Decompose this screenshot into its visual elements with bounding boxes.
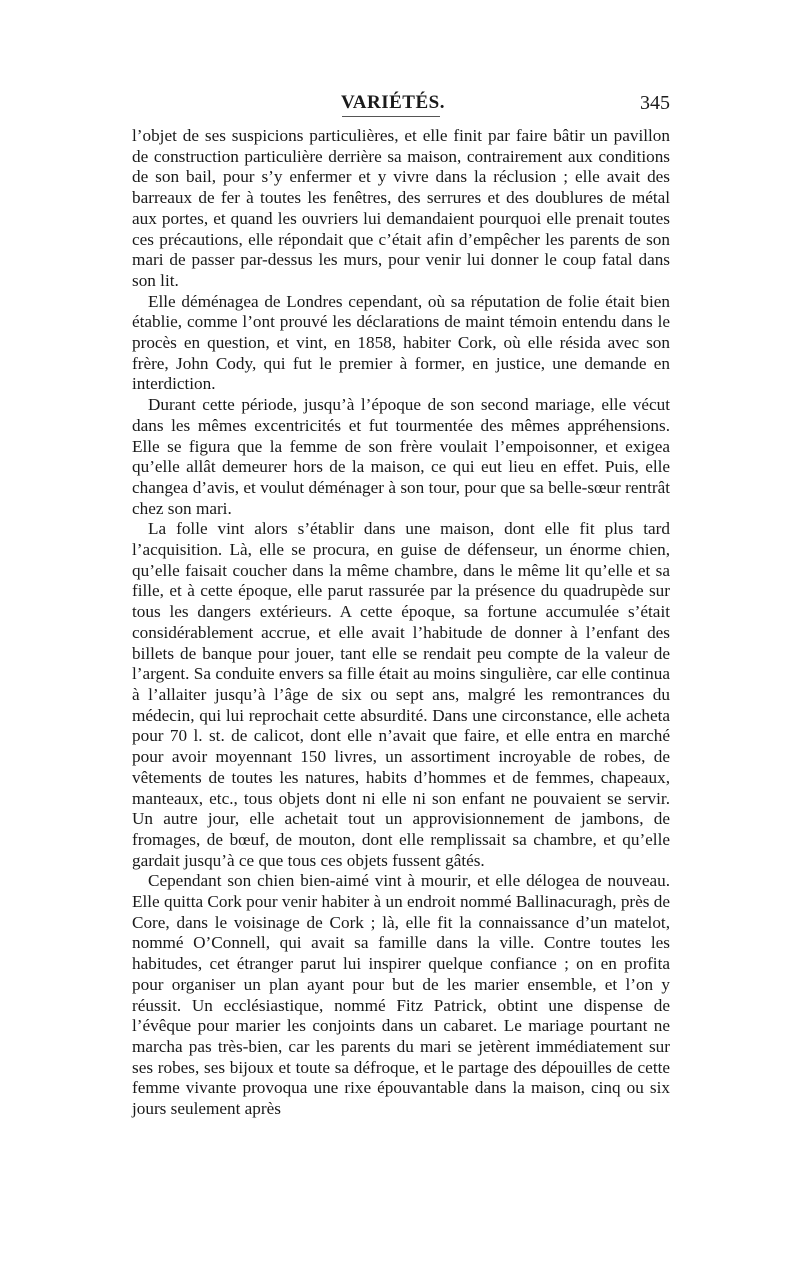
- body-text: [132, 126, 670, 1120]
- paragraph: l’objet de ses suspicions particulières, et elle finit par faire bâtir un pavillon de construction particulière derrière sa maison, contrairement aux conditions de son bail, pour s’y enfermer et y vivre dans la réclusion ; elle avait des barreaux de fer à toutes les fenêtres, des serrures et des doublures de métal aux portes, et quand les ouvriers lui demandaient pourquoi elle prenait toutes ces précautions, elle répondait que c’était afin d’empêcher les parents de son mari de passer par-dessus les murs, pour venir lui donner le coup fatal dans son lit.: [132, 126, 670, 290]
- page-number: 345: [640, 92, 670, 114]
- header-rule: [342, 116, 440, 117]
- paragraph: Elle déménagea de Londres cependant, où sa réputation de folie était bien établie, comme l’ont prouvé les déclarations de maint témoin entendu dans le procès en question, et vint, en 1858, habiter Cork, où elle résida avec son frère, John Cody, qui fut le premier à former, en justice, une demande en interdiction.: [132, 291, 670, 394]
- paragraph: La folle vint alors s’établir dans une maison, dont elle fit plus tard l’acquisition. Là, elle se procura, en guise de défenseur, un énorme chien, qu’elle faisait coucher dans la même chambre, dans le même lit qu’elle et sa fille, et à cette époque, elle parut rassurée par la présence du quadrupède sur tous les dangers extérieurs. A cette époque, sa fortune accumulée s’était considérablement accrue, et elle avait l’habitude de donner à l’enfant des billets de banque pour jouer, tant elle se rendait peu compte de la valeur de l’argent. Sa conduite envers sa fille était au moins singulière, car elle continua à l’allaiter jusqu’à l’âge de six ou sept ans, malgré les remontrances du médecin, qui lui reprochait cette absurdité. Dans une circonstance, elle acheta pour 70 l. st. de calicot, dont elle n’avait que faire, et elle entra en marché pour avoir moyennant 150 livres, un assortiment incroyable de robes, de vêtements de toutes les natures, habits d’hommes et de femmes, chapeaux, manteaux, etc., tous objets dont ni elle ni son enfant ne pouvaient se servir. Un autre jour, elle achetait tout un approvisionnement de jambons, de fromages, de bœuf, de mouton, dont elle remplissait sa chambre, et qu’elle gardait jusqu’à ce que tous ces objets fussent gâtés.: [132, 519, 670, 870]
- running-title: VARIÉTÉS.: [341, 92, 445, 113]
- paragraph: Durant cette période, jusqu’à l’époque de son second mariage, elle vécut dans les mêmes excentricités et fut tourmentée des mêmes appréhensions. Elle se figura que la femme de son frère voulait l’empoisonner, et exigea qu’elle allât demeurer hors de la maison, ce qui eut lieu en effet. Puis, elle changea d’avis, et voulut déménager à son tour, pour que sa belle-sœur rentrât chez son mari.: [132, 395, 670, 518]
- page-header: [130, 92, 670, 118]
- paragraph: Cependant son chien bien-aimé vint à mourir, et elle délogea de nouveau. Elle quitta Cork pour venir habiter à un endroit nommé Ballinacuragh, près de Core, dans le voisinage de Cork ; là, elle fit la connaissance d’un matelot, nommé O’Connell, qui avait sa famille dans la ville. Contre toutes les habitudes, cet étranger parut lui inspirer quelque confiance ; on en profita pour organiser un plan ayant pour but de les marier ensemble, et l’on y réussit. Un ecclésiastique, nommé Fitz Patrick, obtint une dispense de l’évêque pour marier les conjoints dans un cabaret. Le mariage pourtant ne marcha pas très-bien, car les parents du mari se jetèrent immédiatement sur ses robes, ses bijoux et toute sa défroque, et le partage des dépouilles de cette femme vivante provoqua une rixe épouvantable dans la maison, cinq ou six jours seulement après: [132, 871, 670, 1119]
